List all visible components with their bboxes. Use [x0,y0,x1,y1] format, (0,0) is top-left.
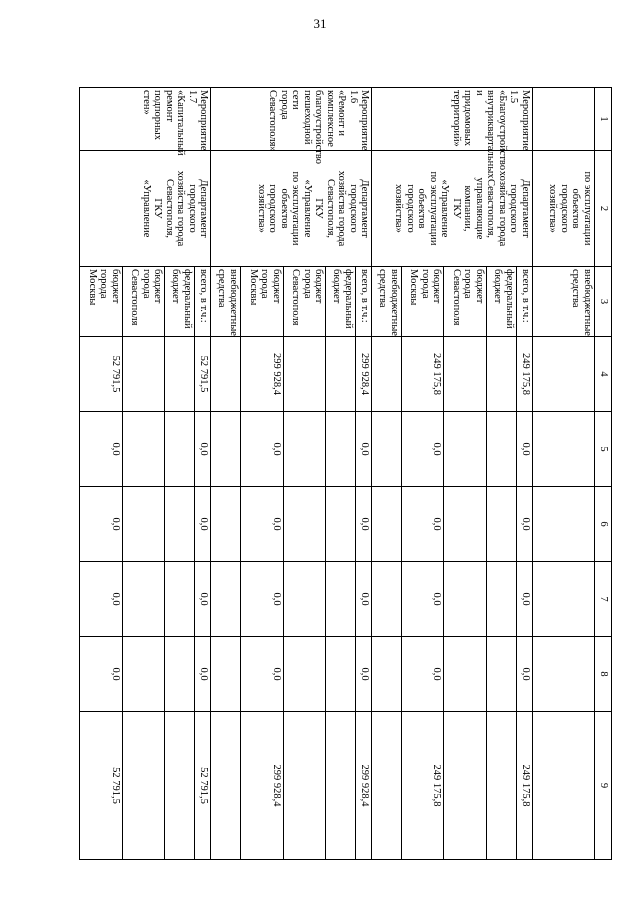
value-cell: 0,0 [80,412,123,487]
value-cell: 52 791,5 [80,337,123,412]
value-cell [326,337,356,412]
header-cell: 2 [595,151,612,267]
value-cell: 52 791,5 [194,712,210,860]
funding-source-cell: внебюджетные средства [533,267,595,337]
header-cell: 1 [595,88,612,151]
cell-line: Мероприятие 1.5 [508,90,531,151]
value-cell [122,637,165,712]
header-cell: 8 [595,637,612,712]
value-cell: 0,0 [355,637,371,712]
value-cell [211,562,241,637]
table-body [80,88,612,860]
cell-line: по эксплуатации [428,171,439,246]
value-cell [372,487,402,562]
funding-source-cell: бюджет города Москвы [240,267,283,337]
cell-line: «Управление [301,179,313,238]
funding-source-cell: бюджет города Севастополя [444,267,487,337]
cell-line: ГКУ [152,198,164,219]
cell-line: внутриквартальных [485,90,497,179]
table-row [194,88,210,860]
value-cell: 249 175,8 [516,337,532,412]
value-cell [486,412,516,487]
cell-line: городского [347,184,359,233]
value-cell [283,487,326,562]
cell-line: Севастополя, [163,178,175,239]
value-cell [444,337,487,412]
value-cell [372,337,402,412]
cell-line: компании, [462,185,474,232]
value-cell [372,412,402,487]
value-cell [533,337,595,412]
value-cell [165,337,195,412]
value-cell: 0,0 [355,562,371,637]
value-cell [211,487,241,562]
funding-source-cell: бюджет города Севастополя [283,267,326,337]
cell-line: хозяйства города [336,170,348,247]
value-cell [326,562,356,637]
value-cell [326,487,356,562]
value-cell [283,712,326,860]
funding-source-cell: федеральный бюджет [326,267,356,337]
value-cell [444,487,487,562]
event-cell [80,88,211,156]
value-cell [122,412,165,487]
value-cell: 0,0 [240,412,283,487]
value-cell [122,712,165,860]
funding-source-cell: всего, в т.ч.: [516,267,532,337]
value-cell: 0,0 [194,637,210,712]
value-cell [444,712,487,860]
value-cell [533,712,595,860]
value-cell [283,412,326,487]
value-cell: 0,0 [240,637,283,712]
value-cell [283,637,326,712]
value-cell: 0,0 [355,487,371,562]
value-cell [283,337,326,412]
cell-line: объектов [416,188,428,229]
cell-line: объектов [278,188,290,229]
value-cell: 0,0 [240,487,283,562]
value-cell [372,712,402,860]
value-cell [533,637,595,712]
cell-line: городского [186,184,198,233]
funding-source-cell: всего, в т.ч.: [355,267,371,337]
cell-line: «Капитальный [175,90,187,156]
value-cell [211,412,241,487]
value-cell: 299 928,4 [355,337,371,412]
executor-cell [533,151,595,267]
value-cell: 299 928,4 [240,337,283,412]
event-cell [211,88,372,165]
value-cell [372,637,402,712]
budget-table [79,87,612,860]
header-cell: 9 [595,712,612,860]
value-cell [486,712,516,860]
page-number: 31 [313,16,327,31]
value-cell: 0,0 [80,487,123,562]
funding-source-cell: федеральный бюджет [165,267,195,337]
value-cell: 0,0 [194,412,210,487]
cell-line: ГКУ [313,198,325,219]
value-cell [444,637,487,712]
cell-line: города Севастополя» [267,90,290,152]
cell-line: ГКУ [451,198,462,219]
value-cell [444,412,487,487]
value-cell [165,562,195,637]
cell-line: ремонт подпорных [152,90,175,140]
cell-line: «Ремонт и [336,90,348,136]
value-cell: 0,0 [516,412,532,487]
cell-line: «Благоустройство [497,90,508,171]
value-cell: 0,0 [516,562,532,637]
value-cell: 0,0 [194,562,210,637]
value-cell [444,562,487,637]
cell-line: по эксплуатации [582,171,593,246]
cell-line: управляющие [474,177,485,240]
event-cell [533,88,595,151]
value-cell: 249 175,8 [516,712,532,860]
cell-line: по эксплуатации [290,171,302,246]
value-cell: 0,0 [401,637,444,712]
event-cell [372,88,533,179]
value-cell: 0,0 [240,562,283,637]
cell-line: городского [559,184,570,233]
value-cell [165,712,195,860]
value-cell: 0,0 [194,487,210,562]
value-cell [486,562,516,637]
funding-source-cell: бюджет города Севастополя [122,267,165,337]
value-cell: 249 175,8 [401,712,444,860]
cell-line: хозяйства города [497,170,508,247]
value-cell: 299 928,4 [240,712,283,860]
funding-source-cell: федеральный бюджет [486,267,516,337]
value-cell [122,562,165,637]
cell-line: хозяйства» [255,184,267,233]
cell-line: Мероприятие 1.7 [186,90,210,151]
value-cell: 52 791,5 [194,337,210,412]
table-row [355,88,371,860]
value-cell [486,487,516,562]
funding-source-cell: бюджет города Москвы [401,267,444,337]
cell-line: объектов [570,188,582,229]
value-cell [165,637,195,712]
cell-line: хозяйства» [547,184,559,233]
value-cell [211,712,241,860]
value-cell: 0,0 [401,487,444,562]
cell-line: «Управление [439,179,451,238]
value-cell: 0,0 [401,562,444,637]
value-cell: 0,0 [80,637,123,712]
cell-line: комплексное [324,90,336,147]
header-cell: 3 [595,267,612,337]
value-cell [122,487,165,562]
value-cell [533,412,595,487]
table-row [516,88,532,860]
cell-line: и придомовых [462,90,485,147]
value-cell: 0,0 [355,412,371,487]
value-cell [372,562,402,637]
cell-line: пешеходной сети [290,90,313,145]
value-cell: 299 928,4 [355,712,371,860]
funding-source-cell: бюджет города Москвы [80,267,123,337]
executor-cell [211,151,372,267]
value-cell [533,487,595,562]
value-cell: 0,0 [516,487,532,562]
cell-line: городского [405,184,416,233]
value-cell [165,487,195,562]
executor-cell [80,151,211,267]
value-cell: 0,0 [516,637,532,712]
executor-cell [372,151,533,267]
value-cell [122,337,165,412]
cell-line: стен» [140,90,152,115]
cell-line: хозяйства» [393,184,405,233]
value-cell [533,562,595,637]
header-cell: 5 [595,412,612,487]
value-cell [326,637,356,712]
value-cell [486,337,516,412]
header-cell: 4 [595,337,612,412]
cell-line: «Управление [140,179,152,238]
funding-source-cell: внебюджетные средства [211,267,241,337]
continuation-row [533,88,595,860]
value-cell: 0,0 [401,412,444,487]
value-cell [165,412,195,487]
cell-line: городского [508,184,520,233]
cell-line: Севастополя, [324,178,336,239]
header-cell: 7 [595,562,612,637]
value-cell: 0,0 [80,562,123,637]
value-cell [211,637,241,712]
cell-line: благоустройство [313,90,325,165]
cell-line: Севастополя, [485,178,497,239]
funding-source-cell: внебюджетные средства [372,267,402,337]
cell-line: городского [267,184,279,233]
value-cell [283,562,326,637]
header-cell: 6 [595,487,612,562]
value-cell: 249 175,8 [401,337,444,412]
value-cell [326,712,356,860]
cell-line: Департамент [359,179,371,238]
cell-line: хозяйства города [175,170,187,247]
budget-table-container [79,87,612,859]
value-cell: 52 791,5 [80,712,123,860]
header-row [595,88,612,860]
rotated-table-area [79,87,612,859]
funding-source-cell: всего, в т.ч.: [194,267,210,337]
cell-line: территорий» [451,90,462,147]
cell-line: Мероприятие 1.6 [347,90,371,151]
cell-line: Департамент [198,179,210,238]
value-cell [486,637,516,712]
cell-line: Департамент [520,179,531,238]
value-cell [211,337,241,412]
value-cell [326,412,356,487]
